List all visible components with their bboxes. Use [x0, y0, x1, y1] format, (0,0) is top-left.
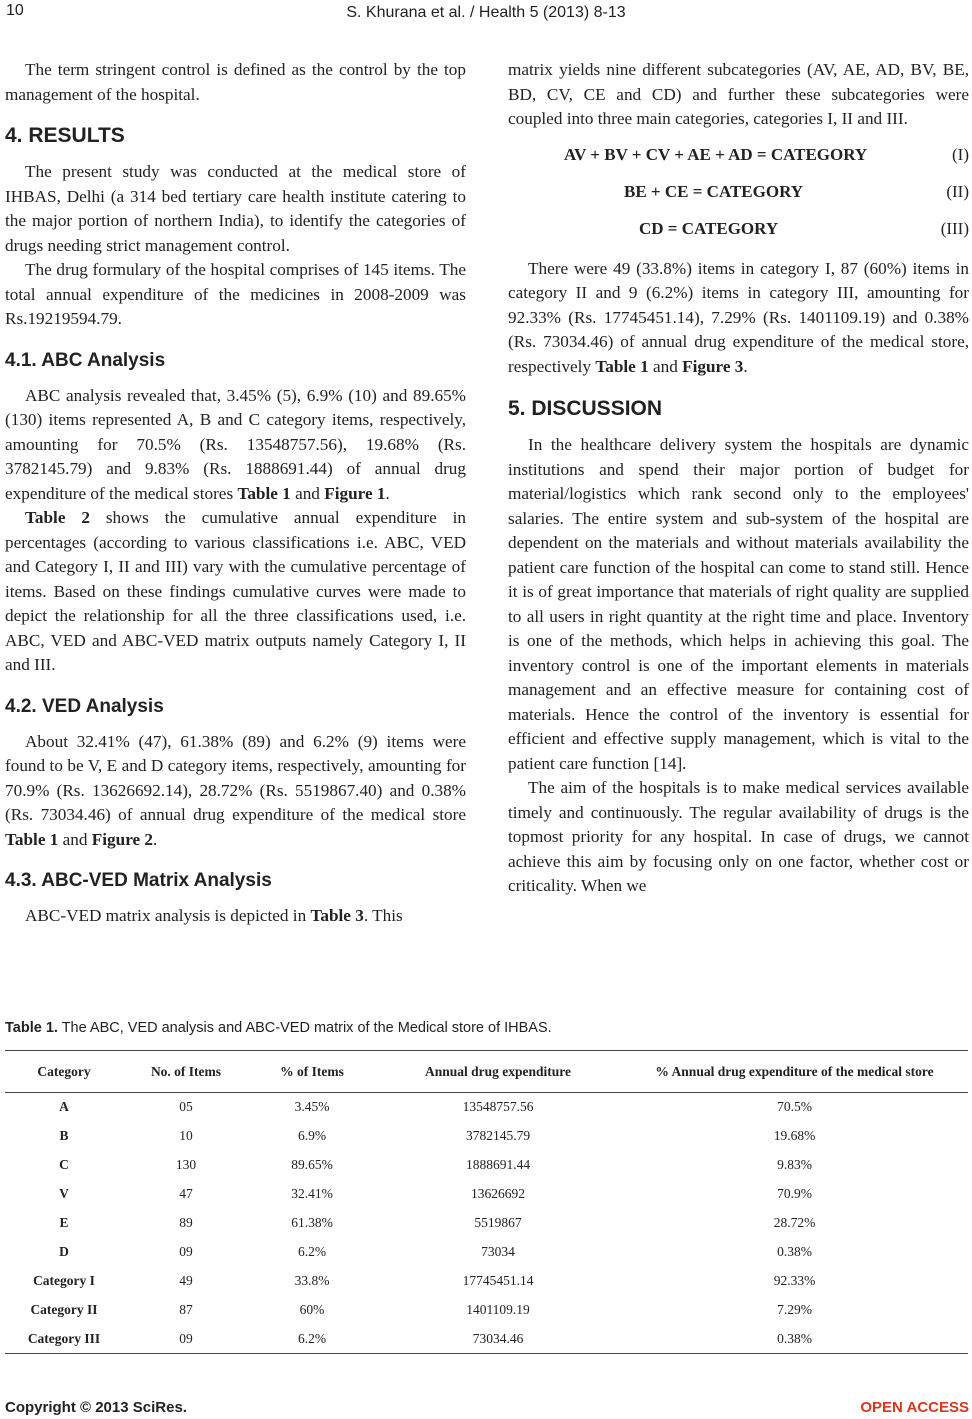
cell-expenditure: 1401109.19 [466, 1302, 530, 1317]
cell-pct-expenditure: 7.29% [777, 1302, 812, 1317]
table1-link[interactable]: Table 1 [5, 829, 59, 849]
right-column [508, 58, 969, 899]
cell-expenditure: 73034 [481, 1244, 515, 1259]
cell-no-items: 09 [123, 1325, 249, 1354]
equation-1-number: (I) [952, 144, 969, 164]
cell-pct-items: 33.8% [294, 1273, 330, 1288]
cell-pct-expenditure: 92.33% [773, 1273, 816, 1288]
period-text: . [743, 356, 748, 376]
cell-no-items: 130 [175, 1157, 197, 1172]
paragraph-matrix-cont: matrix yields nine different subcategories (AV, AE, AD, BV, BE, BD, CV, CE and CD) and further these subcategories were coupled into three main categories, categories I, II and III. [508, 60, 969, 128]
cell-pct-expenditure: 19.68% [773, 1128, 816, 1143]
paragraph-ved [5, 730, 466, 853]
table-row [5, 1267, 968, 1296]
cell-expenditure: 73034.46 [375, 1325, 621, 1354]
cell-pct-expenditure: 70.9% [777, 1186, 812, 1201]
equation-2-expr: BE + CE = CATEGORY [624, 181, 804, 201]
page-number: 10 [6, 2, 24, 19]
equation-1 [508, 136, 969, 173]
table-row [5, 1296, 968, 1325]
col-header-annual-expenditure: Annual drug expenditure [375, 1051, 621, 1093]
cell-pct-expenditure: 0.38% [777, 1244, 812, 1259]
heading-abc-analysis: 4.1. ABC Analysis [5, 349, 166, 371]
cell-category: Category III [5, 1325, 123, 1354]
cell-pct-items: 32.41% [291, 1186, 333, 1201]
heading-matrix-analysis: 4.3. ABC-VED Matrix Analysis [5, 870, 272, 891]
cell-expenditure: 5519867 [474, 1215, 522, 1230]
left-column [5, 58, 466, 929]
paragraph-discussion-1: In the healthcare delivery system the hospitals are dynamic institutions and spend their major portion of budget for material/logistics which rank second only to the employees' salaries. The entire system and sub-system of the hospital are dependent on the materials and without materials availability the patient care function of the hospital can come to stand still. Hence it is of great importance that materials of right quality are supplied to all users in right quantity at the right time and place. Inventory is one of the methods, which helps in achieving this goal. The inventory control is one of the important elements in materials management and an effective measure for containing cost of materials. Hence the control of the inventory is essential for efficient and effective supply management, which is vital to the patient care function [14]. [508, 435, 969, 773]
cell-category: Category II [30, 1302, 98, 1317]
cell-category: B [59, 1128, 69, 1143]
table3-link[interactable]: Table 3 [310, 906, 364, 925]
figure2-link[interactable]: Figure 2 [91, 829, 154, 849]
footer-open-access: OPEN ACCESS [860, 1399, 969, 1416]
period-text: . [385, 483, 390, 503]
table-header-row [5, 1051, 968, 1093]
cell-pct-expenditure: 9.83% [777, 1157, 812, 1172]
cell-no-items: 47 [179, 1186, 193, 1201]
and-text: and [290, 483, 325, 503]
table-row [5, 1209, 968, 1238]
paragraph-table2 [5, 506, 466, 678]
cell-pct-items: 61.38% [291, 1215, 333, 1230]
table-row [5, 1093, 968, 1122]
equation-2-number: (II) [946, 181, 969, 201]
cell-no-items: 49 [179, 1273, 193, 1288]
cell-pct-expenditure: 70.5% [777, 1099, 812, 1115]
cell-pct-expenditure: 0.38% [621, 1325, 968, 1354]
table2-text: shows the cumulative annual expenditure in percentages (according to various classifications i.e. ABC, VED and Category I, II and III) vary with the cumulative percentage of items. Based on these findings cumulative curves were made to depict the relationship for all the three classifications used, i.e. ABC, VED and ABC-VED matrix outputs namely Category I, II and III. [5, 508, 466, 674]
cell-no-items: 05 [179, 1099, 193, 1115]
table-caption-label: Table 1. [5, 1020, 58, 1036]
heading-results: 4. RESULTS [5, 124, 125, 147]
cell-category: V [59, 1186, 69, 1201]
table-row [5, 1238, 968, 1267]
cell-pct-items: 6.2% [297, 1244, 327, 1259]
col-header-pct-expenditure: % Annual drug expenditure of the medical store [621, 1051, 968, 1093]
table-caption-text: The ABC, VED analysis and ABC-VED matrix of the Medical store of IHBAS. [57, 1020, 552, 1036]
col-header-category: Category [5, 1051, 123, 1093]
heading-discussion: 5. DISCUSSION [508, 397, 663, 420]
table-row [5, 1180, 968, 1209]
cell-category: D [59, 1244, 69, 1259]
col-header-pct-items: % of Items [249, 1051, 375, 1093]
period-text: . [153, 829, 158, 849]
cell-no-items: 09 [179, 1244, 193, 1259]
cell-pct-items: 60% [299, 1302, 325, 1317]
paragraph-categories [508, 257, 969, 380]
paragraph-abc [5, 384, 466, 507]
cell-pct-items: 89.65% [291, 1157, 333, 1172]
cell-category: C [59, 1157, 69, 1172]
equation-1-expr: AV + BV + CV + AE + AD = CATEGORY [564, 144, 868, 164]
paragraph-formulary: The drug formulary of the hospital comprises of 145 items. The total annual expenditure of the medicines in 2008-2009 was Rs.19219594.79. [5, 260, 466, 328]
matrix-text: ABC-VED matrix analysis is depicted in [25, 906, 311, 925]
table-row [5, 1122, 968, 1151]
paragraph-matrix [5, 904, 466, 929]
table1-link[interactable]: Table 1 [237, 483, 291, 503]
paragraph-intro: The term stringent control is defined as the control by the top management of the hospital. [5, 60, 466, 104]
cell-no-items: 87 [179, 1302, 193, 1317]
and-text: and [58, 829, 92, 849]
cell-no-items: 10 [179, 1128, 193, 1143]
paragraph-study: The present study was conducted at the medical store of IHBAS, Delhi (a 314 bed tertiary care health institute catering to the major portion of northern India), to identify the categories of drugs needing strict management control. [5, 162, 466, 255]
abc-text: ABC analysis revealed that, 3.45% (5), 6.9% (10) and 89.65% (130) items represented A, B and C category items, respectively, amounting for 70.5% (Rs. 13548757.56), 19.68% (Rs. 3782145.79) and 9.83% (Rs. 1888691.44) of annual drug expenditure of the medical stores [5, 385, 466, 503]
cell-category: A [59, 1099, 69, 1115]
table-row [5, 1325, 968, 1354]
figure1-link[interactable]: Figure 1 [324, 483, 386, 503]
col-header-no-items: No. of Items [123, 1051, 249, 1093]
table1-link[interactable]: Table 1 [595, 356, 649, 376]
cell-category: Category I [33, 1273, 95, 1288]
table2-link[interactable]: Table 2 [25, 508, 90, 527]
ved-text: About 32.41% (47), 61.38% (89) and 6.2% (9) items were found to be V, E and D category items, respectively, amounting for 70.9% (Rs. 13626692.14), 28.72% (Rs. 5519867.40) and 0.38% (Rs. 73034.46) of annual drug expenditure of the medical store [5, 731, 466, 824]
cell-pct-expenditure: 28.72% [773, 1215, 816, 1230]
equation-3 [508, 210, 969, 247]
cell-category: E [59, 1215, 69, 1230]
paragraph-discussion-2: The aim of the hospitals is to make medical services available timely and continuously. The regular availability of drugs is the topmost priority for any hospital. In case of drugs, we cannot achieve this aim by focusing only on one factor, whether cost or criticality. When we [508, 778, 969, 895]
categories-text: There were 49 (33.8%) items in category I, 87 (60%) items in category II and 9 (6.2%) items in category III, amounting for 92.33% (Rs. 17745451.14), 7.29% (Rs. 1401109.19) and 0.38% (Rs. 73034.46) of annual drug expenditure of the medical store, respectively [508, 258, 969, 376]
figure3-link[interactable]: Figure 3 [682, 356, 744, 376]
equation-3-number: (III) [940, 218, 969, 238]
matrix-tail: . This [363, 906, 403, 925]
table-caption [5, 1020, 552, 1036]
equation-2 [508, 173, 969, 210]
table-row [5, 1151, 968, 1180]
footer-copyright: Copyright © 2013 SciRes. [5, 1399, 187, 1416]
equation-3-expr: CD = CATEGORY [639, 218, 779, 238]
heading-ved-analysis: 4.2. VED Analysis [5, 695, 164, 717]
cell-expenditure: 13548757.56 [462, 1099, 534, 1115]
cell-expenditure: 3782145.79 [465, 1128, 531, 1143]
and-text: and [648, 356, 683, 376]
cell-pct-items: 6.9% [297, 1128, 327, 1143]
cell-pct-items: 3.45% [294, 1099, 330, 1115]
cell-pct-items: 6.2% [249, 1325, 375, 1354]
cell-no-items: 89 [179, 1215, 193, 1230]
cell-expenditure: 1888691.44 [465, 1157, 531, 1172]
running-head: S. Khurana et al. / Health 5 (2013) 8-13 [346, 4, 626, 21]
results-table [5, 1050, 968, 1354]
cell-expenditure: 13626692 [471, 1186, 525, 1201]
cell-expenditure: 17745451.14 [462, 1273, 534, 1288]
